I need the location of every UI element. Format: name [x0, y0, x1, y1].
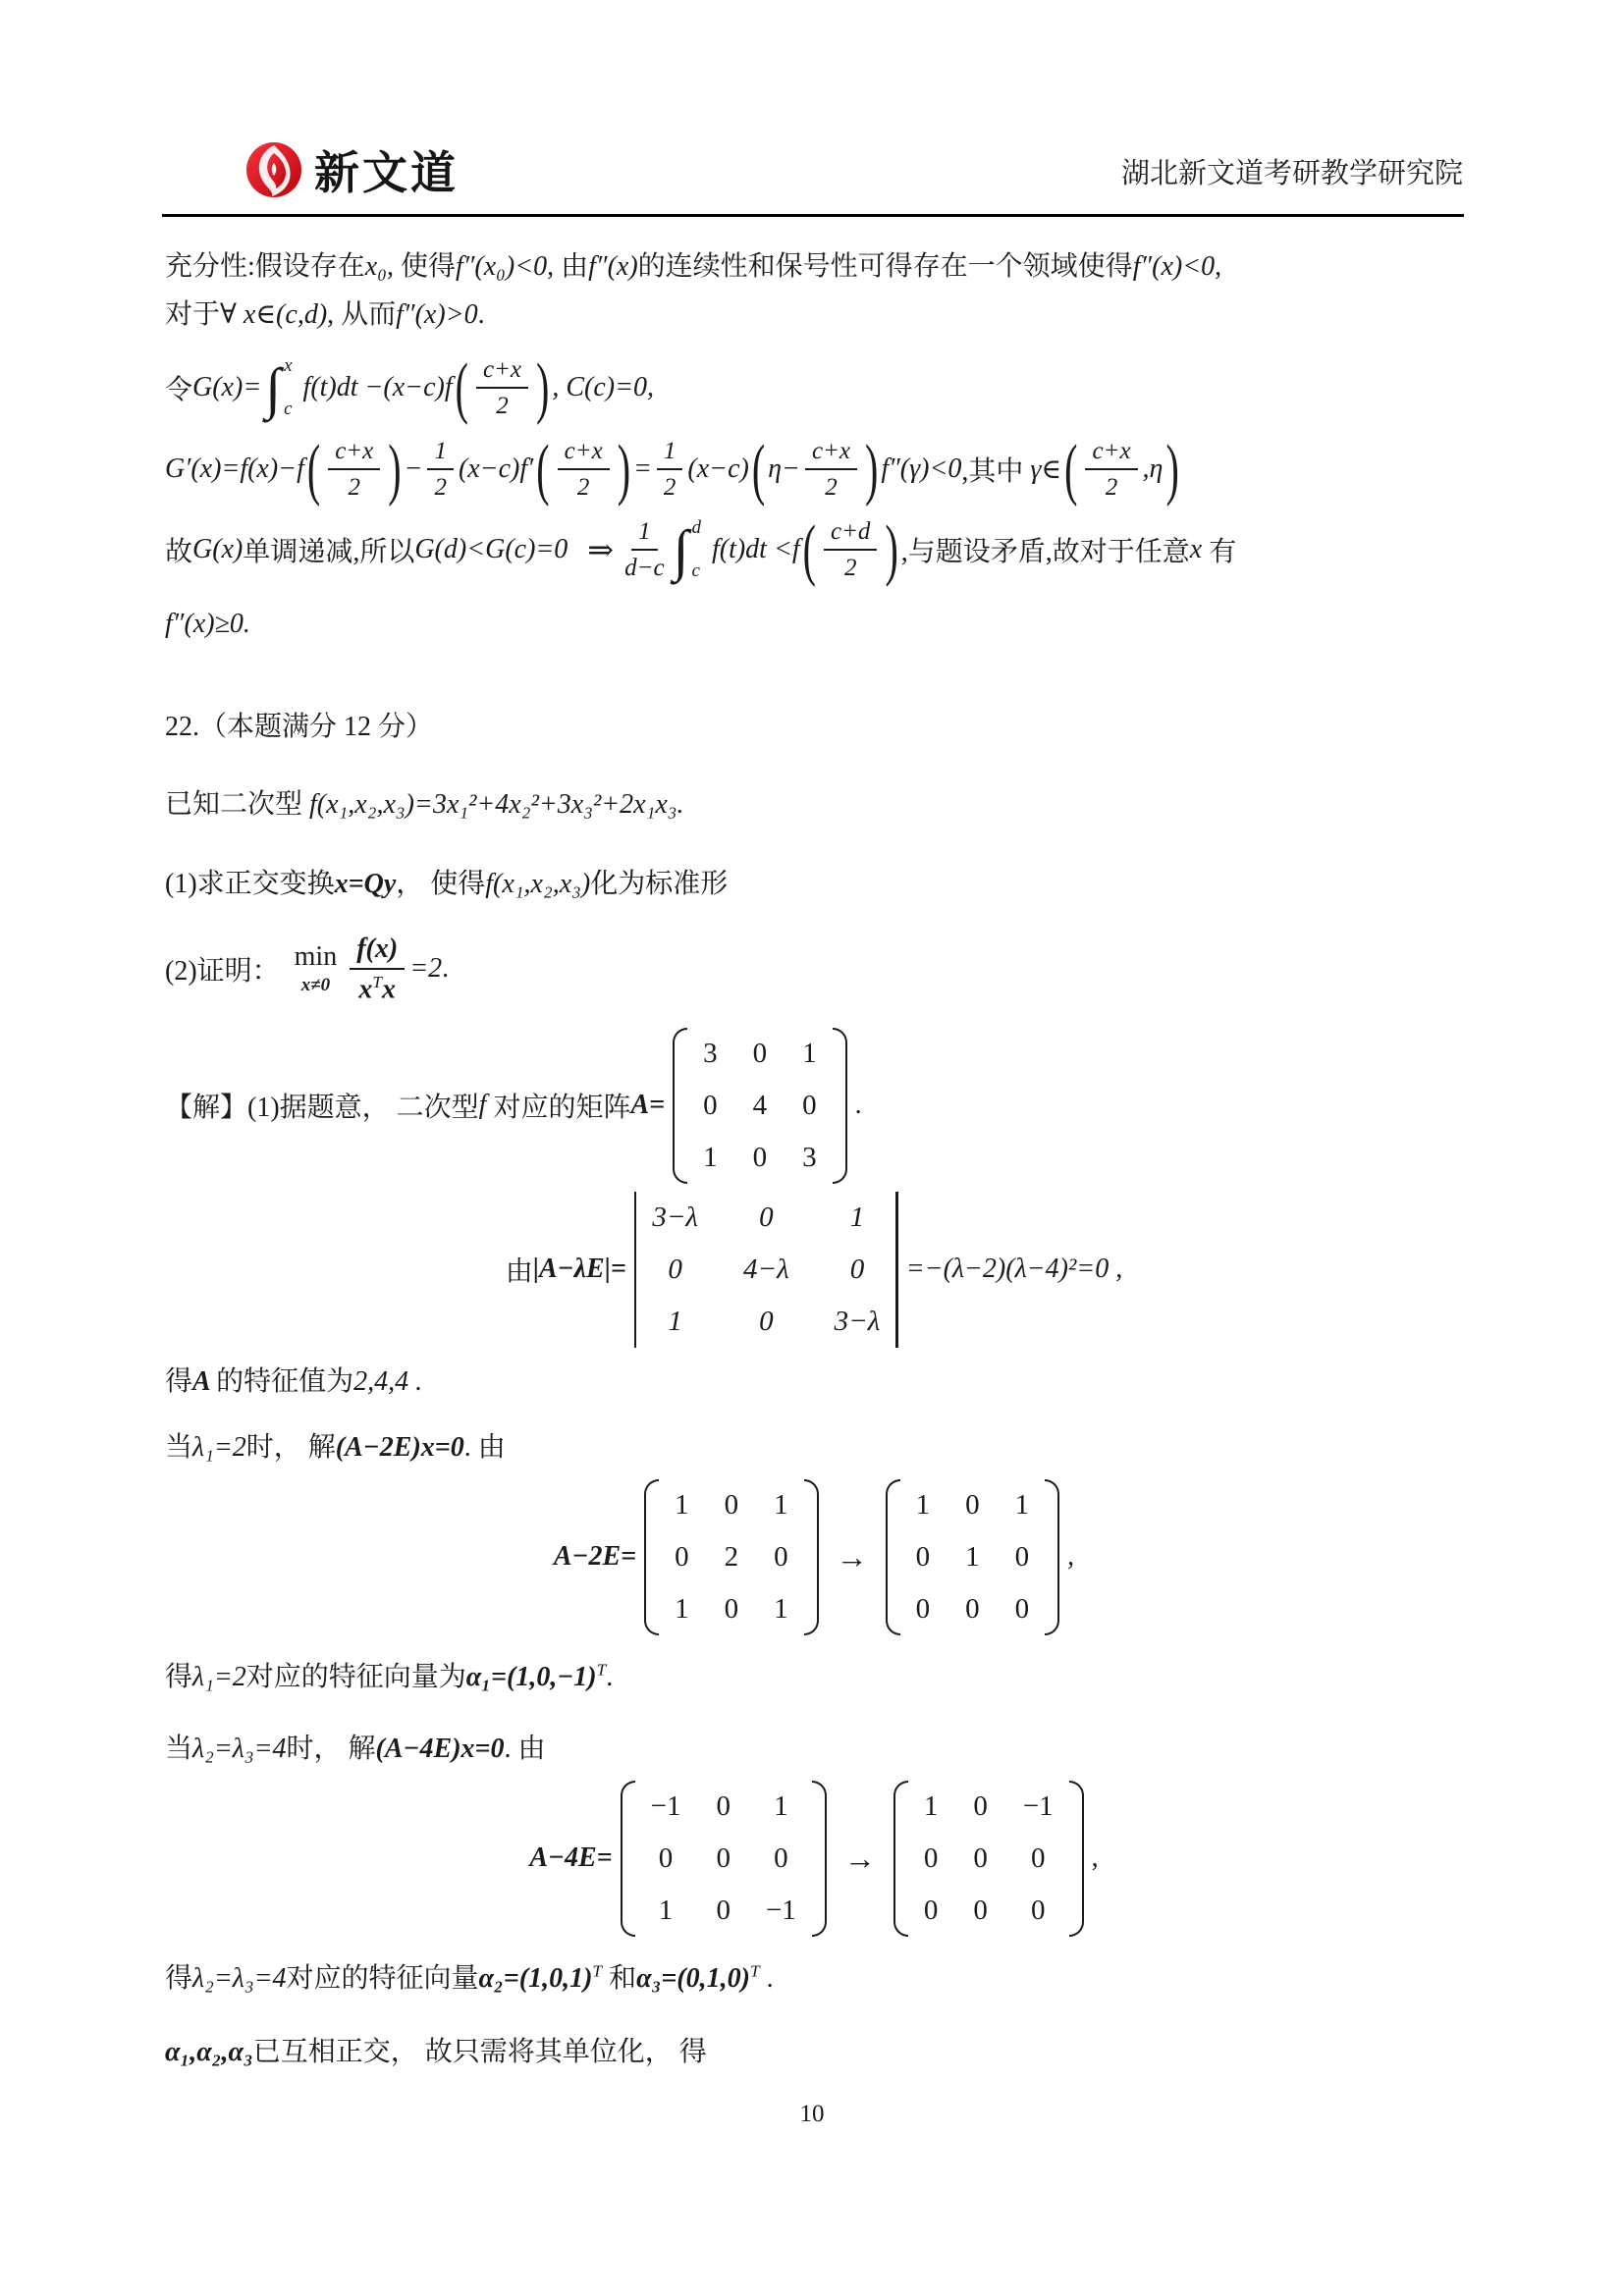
fraction-numerator: 1 — [427, 436, 454, 470]
matrix-cell: 0 — [716, 1842, 731, 1874]
paren-left — [886, 1479, 900, 1635]
orthogonal-line — [165, 2028, 1463, 2076]
integral-upper: d — [691, 517, 701, 539]
matrix-cells — [659, 1479, 804, 1635]
text-run: ,与题设矛盾,故对于任意 — [900, 537, 1190, 568]
text-run: , — [1091, 1842, 1099, 1874]
text-run: 充分性:假设存在 — [165, 251, 365, 282]
text-run: . — [606, 1661, 614, 1692]
matrix-cell: 1 — [658, 1894, 674, 1926]
text-run: 得 — [165, 1661, 193, 1692]
header-rule — [162, 214, 1464, 217]
paren-right — [1069, 1781, 1084, 1937]
text-run: . — [442, 952, 450, 984]
implies-arrow: ⇒ — [587, 532, 615, 568]
matrix-a2e-left — [644, 1479, 819, 1635]
matrix-cell: 1 — [774, 1789, 788, 1822]
text-run: 有 — [1202, 537, 1237, 568]
matrix-cell: 0 — [802, 1089, 817, 1121]
fraction — [657, 436, 683, 504]
matrix-cell: 1 — [1014, 1488, 1030, 1521]
math-run: , C(c)=0, — [552, 372, 654, 403]
text-run: . — [854, 1090, 862, 1121]
sufficiency-line-1 — [165, 242, 1463, 291]
matrix-A — [673, 1028, 847, 1184]
fraction-denominator: 2 — [1105, 473, 1118, 501]
paren-right — [1045, 1479, 1059, 1635]
matrix-cell: 0 — [849, 1253, 865, 1285]
matrix-cell: 0 — [923, 1894, 939, 1926]
matrix-cell: −1 — [765, 1894, 796, 1926]
fraction-denominator — [358, 970, 396, 1006]
fraction-denominator: 2 — [576, 473, 590, 501]
integral-symbol: ∫ — [265, 355, 282, 420]
question-number — [165, 703, 1463, 751]
integral-lower: c — [691, 561, 700, 582]
math-run: α₂=(1,0,1) — [478, 1962, 593, 1994]
math-run: x — [1189, 534, 1203, 565]
math-run: A= — [630, 1090, 666, 1121]
math-run: f″(x)>0 — [396, 299, 478, 330]
math-run: α₁=(1,0,−1) — [465, 1661, 597, 1692]
math-run: G(x)= — [192, 372, 262, 403]
text-run: 当 — [165, 1431, 193, 1463]
paren-close: ) — [885, 510, 898, 588]
matrix-a4e-left — [621, 1781, 827, 1937]
logo-text: 新文道 — [314, 147, 459, 198]
matrix-cell: −1 — [1022, 1789, 1054, 1822]
matrix-cell: 1 — [675, 1488, 689, 1521]
matrix-cell: 0 — [716, 1789, 731, 1822]
math-run: x₀ — [364, 251, 387, 282]
det-bar-right — [895, 1192, 898, 1348]
text-run: , 由 — [547, 251, 589, 282]
paren-open: ( — [306, 429, 321, 507]
math-run: λ₂=λ₃=4 — [192, 1733, 287, 1764]
matrix-cell: 4−λ — [743, 1253, 789, 1285]
min-subscript: x≠0 — [300, 974, 331, 995]
matrix-cell: 0 — [724, 1488, 739, 1521]
paren-left — [644, 1479, 659, 1635]
matrix-cell: 1 — [675, 1592, 689, 1625]
matrix-cell: 0 — [965, 1592, 980, 1625]
text-run: 对于∀ — [165, 299, 244, 330]
math-run: α₁,α₂,α₃ — [165, 2036, 253, 2067]
fraction-denominator: 2 — [663, 473, 677, 501]
matrix-cell: 0 — [1030, 1842, 1046, 1874]
matrix-cell: 1 — [703, 1141, 718, 1173]
math-run: x — [358, 973, 373, 1004]
math-run: f″(x)≥0. — [165, 608, 250, 639]
math-run: =2 — [409, 952, 443, 984]
matrix-cell: −1 — [650, 1789, 681, 1822]
math-run: f(t)dt <f — [704, 534, 800, 565]
math-run: x∈(c,d) — [243, 299, 328, 330]
matrix-cells — [636, 1192, 895, 1348]
case-lambda1-line — [165, 1423, 1463, 1471]
integral — [265, 355, 292, 420]
math-run: G′(x)=f(x)−f — [165, 453, 304, 484]
text-run: 的连续性和保号性可得存在一个领域使得 — [637, 251, 1133, 282]
matrix-cell: 4 — [752, 1089, 768, 1121]
matrix-cell: 0 — [759, 1305, 774, 1337]
fraction-numerator: c+x — [805, 436, 857, 470]
math-run: f(t)dt −(x−c)f — [296, 372, 453, 403]
fraction-numerator: 1 — [631, 516, 658, 551]
monotonic-formula — [165, 510, 1463, 588]
matrix-cell: 0 — [658, 1842, 674, 1874]
fraction-numerator: c+x — [476, 354, 528, 389]
eigenvector-1-line — [165, 1653, 1463, 1701]
math-run: f″(x₀)<0 — [455, 251, 548, 282]
sufficiency-line-2 — [165, 291, 1463, 339]
fraction — [805, 436, 857, 504]
transpose-sup: T — [372, 972, 383, 991]
matrix-a4e-right — [893, 1781, 1084, 1937]
paren-open: ( — [802, 510, 816, 588]
integral-lower: c — [284, 399, 293, 420]
matrix-cell: 0 — [1030, 1894, 1046, 1926]
conclusion-line — [165, 600, 1463, 648]
fraction-denominator: 2 — [825, 473, 838, 501]
fraction-numerator: f(x) — [350, 932, 405, 970]
matrix-cell: 3 — [703, 1037, 718, 1069]
math-run: λ₂=λ₃=4 — [192, 1962, 287, 1994]
paren-group — [749, 429, 882, 507]
math-run: |A−λE|= — [532, 1254, 626, 1285]
math-run: λ₁=2 — [192, 1661, 246, 1692]
paren-open: ( — [536, 429, 550, 507]
fraction — [824, 516, 877, 584]
matrix-cell: 0 — [915, 1540, 931, 1573]
a-minus-4e-formula — [165, 1781, 1463, 1937]
text-run: . 由 — [463, 1431, 506, 1463]
brand-logo — [244, 137, 459, 202]
text-run: 已知二次型 — [165, 788, 310, 820]
text-run: 化为标准形 — [590, 868, 729, 899]
matrix-cell: 1 — [802, 1037, 817, 1069]
g-definition-formula — [165, 348, 1463, 426]
matrix-cell: 1 — [923, 1789, 939, 1822]
text-run: . — [759, 1962, 774, 1994]
row-reduce-arrow: → — [843, 1840, 876, 1876]
institute-name: 湖北新文道考研教学研究院 — [1120, 158, 1463, 189]
fraction — [328, 436, 380, 504]
case-lambda23-line — [165, 1725, 1463, 1773]
matrix-cell: 1 — [965, 1540, 980, 1573]
math-run: 2,4,4 . — [353, 1365, 423, 1397]
text-run: 得 — [165, 1365, 193, 1397]
matrix-cell: 0 — [1014, 1592, 1030, 1625]
text-run: 得 — [165, 1962, 193, 1994]
paren-close: ) — [536, 348, 550, 426]
text-run: (1)求正交变换 — [165, 868, 335, 899]
fraction-numerator: c+d — [824, 516, 877, 551]
matrix-cell: 0 — [965, 1488, 980, 1521]
page-number: 10 — [799, 2101, 825, 2127]
logo-phoenix-icon — [244, 139, 304, 200]
fraction-numerator: c+x — [558, 436, 610, 470]
min-word: min — [294, 940, 338, 972]
integral-symbol: ∫ — [673, 517, 689, 582]
paren-left — [621, 1781, 635, 1937]
transpose-sup: T — [749, 1961, 760, 1981]
text-run: 由 — [505, 1256, 533, 1288]
transpose-sup: T — [592, 1961, 603, 1981]
text-run: 【解】(1)据题意， 二次型 — [165, 1093, 479, 1124]
matrix-cell: 0 — [973, 1789, 988, 1822]
math-run: (x−c)f′ — [458, 453, 534, 484]
paren-open: ( — [1064, 429, 1078, 507]
math-run: A — [192, 1365, 217, 1397]
matrix-cell: 0 — [724, 1592, 739, 1625]
page-body — [0, 217, 1624, 2076]
determinant-matrix — [634, 1192, 898, 1348]
math-run: G(d)<G(c)=0 — [414, 534, 582, 565]
fraction-denominator: 2 — [843, 555, 857, 582]
math-run: λ₁=2 — [192, 1431, 246, 1463]
matrix-cell: 1 — [668, 1305, 682, 1337]
paren-close: ) — [865, 429, 879, 507]
text-run: , 从而 — [327, 299, 397, 330]
eigenvector-23-line — [165, 1954, 1463, 2002]
matrix-cell: 0 — [675, 1540, 689, 1573]
matrix-cell: 0 — [668, 1253, 682, 1285]
math-run: (A−2E)x=0 — [335, 1431, 464, 1463]
question-part-2 — [165, 932, 1463, 1006]
text-run: 对应的矩阵 — [493, 1093, 631, 1124]
math-run: η− — [768, 453, 800, 484]
math-run: f″(x)<0 — [1132, 251, 1216, 282]
text-run: 已互相正交， 故只需将其单位化， 得 — [252, 2036, 707, 2067]
matrix-cell: 0 — [703, 1089, 718, 1121]
matrix-cell: 0 — [774, 1540, 788, 1573]
fraction — [558, 436, 610, 504]
matrix-cell: 0 — [752, 1037, 768, 1069]
paren-right — [812, 1781, 827, 1937]
matrix-cell: 1 — [915, 1488, 931, 1521]
text-run: ,其中 — [961, 455, 1031, 487]
fraction-denominator: 2 — [496, 393, 509, 420]
matrix-cell: 1 — [774, 1592, 788, 1625]
matrix-cell: 0 — [774, 1842, 788, 1874]
paren-right — [804, 1479, 819, 1635]
matrix-cell: 3−λ — [652, 1201, 698, 1233]
math-run: f″(x) — [588, 251, 638, 282]
matrix-cells — [908, 1781, 1069, 1937]
fraction-denominator: 2 — [434, 473, 447, 501]
fraction — [476, 354, 528, 422]
text-run: 令 — [165, 375, 193, 406]
matrix-cells — [687, 1028, 833, 1184]
matrix-cell: 1 — [774, 1488, 788, 1521]
row-reduce-arrow: → — [836, 1538, 868, 1575]
question-given — [165, 780, 1463, 828]
matrix-cells — [900, 1479, 1046, 1635]
determinant-formula — [165, 1192, 1463, 1348]
math-run: (A−4E)x=0 — [375, 1733, 505, 1764]
integral-limits — [691, 517, 701, 582]
a-minus-2e-formula — [165, 1479, 1463, 1635]
integral — [674, 517, 701, 582]
math-run: x=Qy — [334, 868, 397, 899]
matrix-cell: 2 — [724, 1540, 739, 1573]
math-run: f″(γ)<0 — [881, 453, 962, 484]
math-run: A−2E= — [553, 1541, 637, 1573]
integral-limits — [284, 355, 292, 420]
text-run: , 使得 — [386, 251, 456, 282]
matrix-cells — [635, 1781, 812, 1937]
matrix-cell: 0 — [915, 1592, 931, 1625]
math-run: f(x₁,x₂,x₃)=3x₁²+4x₂²+3x₃²+2x₁x₃. — [309, 788, 684, 820]
math-run: − — [404, 453, 423, 484]
transpose-sup: T — [596, 1660, 607, 1680]
paren-close: ) — [1165, 429, 1179, 507]
paren-right — [833, 1028, 847, 1184]
fraction-numerator: c+x — [1085, 436, 1137, 470]
math-run: α₃=(0,1,0) — [636, 1962, 750, 1994]
question-part-1 — [165, 860, 1463, 908]
page-header — [0, 0, 1624, 217]
text-run: 当 — [165, 1733, 193, 1764]
text-run: ， 使得 — [396, 868, 486, 899]
math-run: = — [633, 453, 652, 484]
text-run: 对应的特征向量为 — [245, 1661, 466, 1692]
text-run: , — [1215, 251, 1222, 282]
paren-group — [1061, 429, 1182, 507]
math-run: G(x) — [192, 534, 244, 565]
matrix-cell: 3 — [802, 1141, 817, 1173]
matrix-cell: 0 — [1014, 1540, 1030, 1573]
paren-close: ) — [388, 429, 402, 507]
text-run: 时， 解 — [245, 1431, 336, 1463]
text-run: . — [477, 299, 485, 330]
fraction-numerator: 1 — [657, 436, 683, 470]
fraction-denominator: 2 — [348, 473, 360, 501]
math-run: x — [382, 973, 397, 1004]
matrix-a2e-right — [886, 1479, 1060, 1635]
text-run: . 由 — [504, 1733, 546, 1764]
paren-close: ) — [617, 429, 631, 507]
math-run: A−4E= — [529, 1842, 613, 1874]
math-run: (x−c) — [687, 453, 749, 484]
min-operator — [294, 940, 338, 995]
fraction — [350, 932, 405, 1006]
matrix-cell: 0 — [759, 1201, 774, 1233]
matrix-cell: 0 — [752, 1141, 768, 1173]
text-run: , — [1067, 1541, 1075, 1573]
math-run: =−(λ−2)(λ−4)²=0 , — [905, 1254, 1123, 1285]
matrix-cell: 0 — [973, 1894, 988, 1926]
paren-left — [893, 1781, 908, 1937]
integral-upper: x — [284, 355, 293, 377]
text-run: (2)证明： — [165, 955, 287, 987]
text-run: 故 — [165, 537, 193, 568]
fraction — [1085, 436, 1137, 504]
matrix-cell: 0 — [716, 1894, 731, 1926]
math-run: f — [478, 1090, 494, 1121]
paren-open: ( — [751, 429, 766, 507]
text-run: 22.（本题满分 12 分） — [165, 711, 434, 742]
text-run: 时， 解 — [286, 1733, 376, 1764]
matrix-cell: 3−λ — [834, 1305, 881, 1337]
fraction — [427, 436, 454, 504]
fraction-numerator: c+x — [328, 436, 380, 470]
g-derivative-formula — [165, 429, 1463, 507]
solution-intro — [165, 1028, 1463, 1184]
text-run: 单调递减,所以 — [243, 537, 415, 568]
paren-left — [673, 1028, 687, 1184]
matrix-cell: 1 — [849, 1201, 865, 1233]
matrix-cell: 0 — [973, 1842, 988, 1874]
text-run: 对应的特征向量 — [286, 1962, 479, 1994]
paren-open: ( — [455, 348, 468, 426]
matrix-cell: 0 — [923, 1842, 939, 1874]
math-run: ,η — [1142, 453, 1164, 484]
eigenvalues-line — [165, 1358, 1463, 1406]
fraction — [624, 516, 664, 584]
math-run: γ∈ — [1030, 454, 1062, 485]
math-run: f(x₁,x₂,x₃) — [485, 868, 591, 899]
fraction-denominator: d−c — [624, 555, 665, 582]
text-run: 的特征值为 — [216, 1365, 354, 1397]
text-run: 和 — [602, 1962, 637, 1994]
